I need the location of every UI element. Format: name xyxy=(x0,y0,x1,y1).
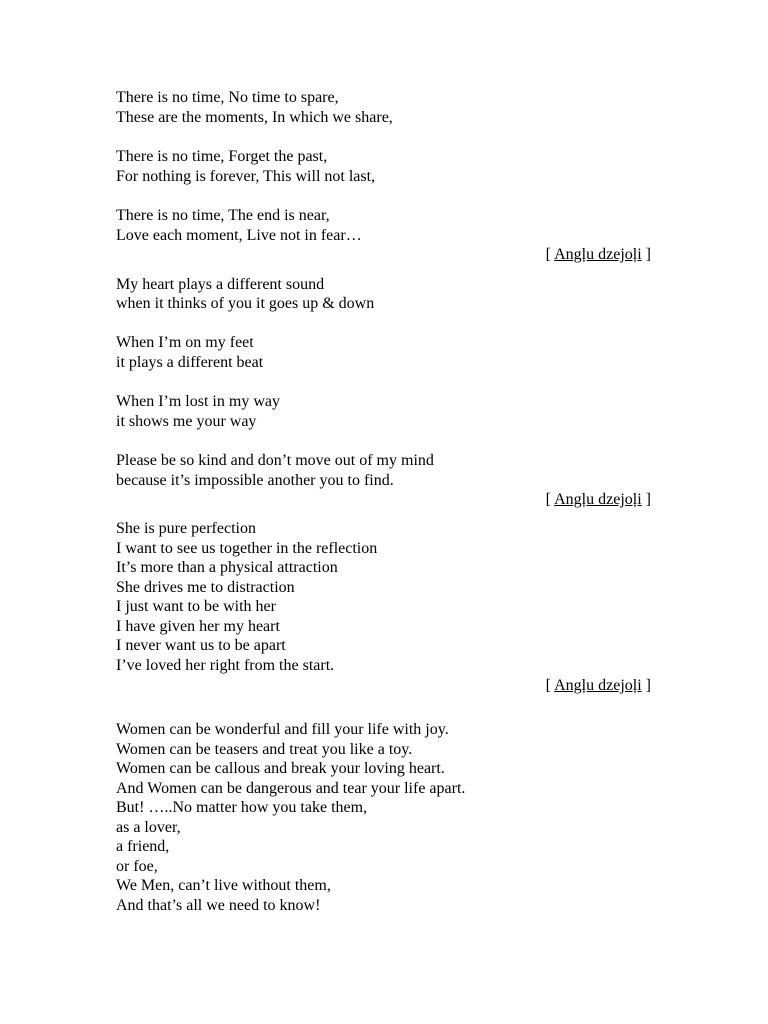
attribution-open-bracket: [ xyxy=(545,491,551,508)
attribution-open-bracket: [ xyxy=(545,246,551,263)
attribution-close-bracket: ] xyxy=(645,491,651,508)
poem-line: I want to see us together in the reflection xyxy=(116,540,378,557)
poem-line: Women can be teasers and treat you like a toy. xyxy=(116,741,413,758)
poem-line: Please be so kind and don’t move out of my mind xyxy=(116,452,434,469)
attribution xyxy=(546,676,651,696)
poem-line: Women can be callous and break your loving heart. xyxy=(116,760,445,777)
poem-line: For nothing is forever, This will not last, xyxy=(116,168,376,185)
attribution xyxy=(546,245,651,265)
poem-line: And that’s all we need to know! xyxy=(116,897,321,914)
poem-line: There is no time, No time to spare, xyxy=(116,89,339,106)
poem-line: it plays a different beat xyxy=(116,354,264,371)
poem-line: I just want to be with her xyxy=(116,598,276,615)
poem-line: as a lover, xyxy=(116,819,181,836)
poem-line: She is pure perfection xyxy=(116,520,256,537)
poem-line: It’s more than a physical attraction xyxy=(116,559,338,576)
poem-line: These are the moments, In which we share, xyxy=(116,109,393,126)
attribution-close-bracket: ] xyxy=(645,246,651,263)
poem-line: I’ve loved her right from the start. xyxy=(116,657,335,674)
poem-line: And Women can be dangerous and tear your life apart. xyxy=(116,780,466,797)
poem-line: or foe, xyxy=(116,858,158,875)
poem-line: it shows me your way xyxy=(116,413,257,430)
poem-line: There is no time, Forget the past, xyxy=(116,148,328,165)
attribution xyxy=(546,490,651,510)
poem-line: My heart plays a different sound xyxy=(116,276,325,293)
poem-line: When I’m on my feet xyxy=(116,334,254,351)
poem-line: We Men, can’t live without them, xyxy=(116,877,331,894)
poem-line: I have given her my heart xyxy=(116,618,280,635)
poem-line: I never want us to be apart xyxy=(116,637,286,654)
poem-line: a friend, xyxy=(116,838,170,855)
poem-line: But! …..No matter how you take them, xyxy=(116,799,368,816)
attribution-open-bracket: [ xyxy=(545,677,551,694)
attribution-link[interactable]: Angļu dzejoļi xyxy=(554,677,642,694)
poem-line: Love each moment, Live not in fear… xyxy=(116,227,362,244)
poem-line: because it’s impossible another you to find. xyxy=(116,472,394,489)
poem-line: When I’m lost in my way xyxy=(116,393,280,410)
attribution-link[interactable]: Angļu dzejoļi xyxy=(554,491,642,508)
attribution-close-bracket: ] xyxy=(645,677,651,694)
poem-line: There is no time, The end is near, xyxy=(116,207,330,224)
poem-line: when it thinks of you it goes up & down xyxy=(116,295,375,312)
poem-line: Women can be wonderful and fill your life with joy. xyxy=(116,721,449,738)
attribution-link[interactable]: Angļu dzejoļi xyxy=(554,246,642,263)
poem-line: She drives me to distraction xyxy=(116,579,295,596)
